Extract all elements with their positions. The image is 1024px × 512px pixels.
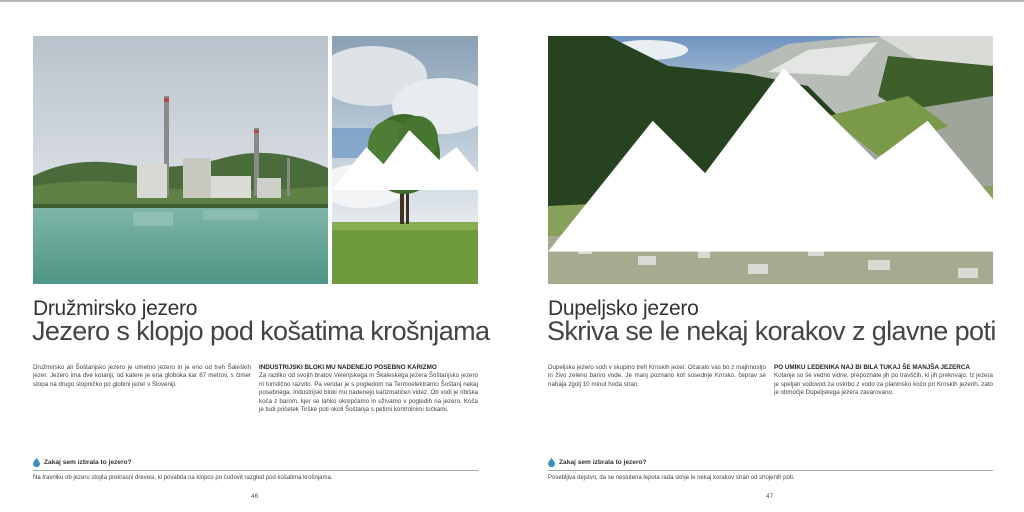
section-right: [774, 364, 993, 398]
water-drop-icon: [548, 458, 555, 467]
lake-name-left: Družmirsko jezero: [33, 297, 198, 320]
section-text-right: Kotanje so še vedno vidne, prepoznate jih po travščih, ki jih preknvajo. Iz jezera je speljan vodovod za oskrbo z vodo za planinsko kočo pri Krnskih jezerih, zato je območje Dupeljskega jezera zavarovano.: [774, 372, 993, 397]
section-heading-left: INDUSTRIJSKI BLOKI MU NADENEJO POSEBNO KARIZMO: [259, 364, 437, 371]
divider-line-left: [33, 470, 478, 471]
page-number-right: 47: [766, 493, 774, 500]
power-plant-lake-photo: [33, 36, 328, 284]
answer-text-right: Posebljiva dejstvo, da se neslutena lepota rada skrije le nekaj korakov stran od shojenih poti.: [548, 475, 795, 481]
section-heading-right: PO UMIKU LEDENIKA NAJ BI BILA TUKAJ ŠE MANJŠA JEZERCA: [774, 364, 970, 371]
question-text-left: Zakaj sem izbrala to jezero?: [44, 459, 132, 466]
water-drop-icon: [33, 458, 40, 467]
intro-text-right: Dupeljsko jezero sodi v skupino treh Krnskih jezer. Očaralo vas bo z majhnostjo in živo zeleno barvo vode. Je manj poznano kot sosednje Krnsko, čeprav se nahaja zgolj 10 minut hoda stran.: [548, 364, 766, 388]
lake-name-right: Dupeljsko jezero: [548, 297, 699, 320]
alpine-lake-photo: [548, 36, 993, 284]
headline-right: Skriva se le nekaj korakov z glavne poti: [547, 316, 996, 346]
intro-text-left: Družmirsko ali Šoštanjsko jezero je umetno jezero in je eno od treh Šaleških jezer. Jezero ima dve kotanji, od katere je ena globoka kar 87 metrov, s čimer stopa na drugo stopničko po globini jezer v Sloveniji.: [33, 364, 251, 388]
answer-text-left: Na travniku ob jezeru stojita prekrasni drevesi, ki povabita na klopco po čudovit razgled pod košatima krošnjama.: [33, 475, 333, 481]
page-number-left: 46: [251, 493, 259, 500]
mountain-logo-icon: [332, 36, 478, 284]
question-left: [33, 458, 132, 467]
section-text-left: Za razliko od svojih bratov Velenjskega in Škaleskega jezera Šoštanjsko jezero ni turistično razvito. Pa vendar je s pogledom na Termoelektrarno Šoštanj nekaj posebnega. Industrijski bloki mu nadenejo karizmatičen videz. Ob vodi je ribiška koča z barom, kjer se lahko okrepčamo in uživamo v pogledih na jezero. Koča je tudi pričetek Tirške poti okoli Šoštanja s petimi kontrolnimi točkami.: [259, 372, 478, 414]
divider-line-right: [548, 470, 993, 471]
section-left: [259, 364, 478, 414]
mountain-logo-icon: [548, 36, 993, 284]
tree-meadow-photo: [332, 36, 478, 284]
question-text-right: Zakaj sem izbrala to jezero?: [559, 459, 647, 466]
headline-left: Jezero s klopjo pod košatima krošnjama: [32, 316, 490, 346]
question-right: [548, 458, 647, 467]
right-page: [512, 0, 1024, 512]
